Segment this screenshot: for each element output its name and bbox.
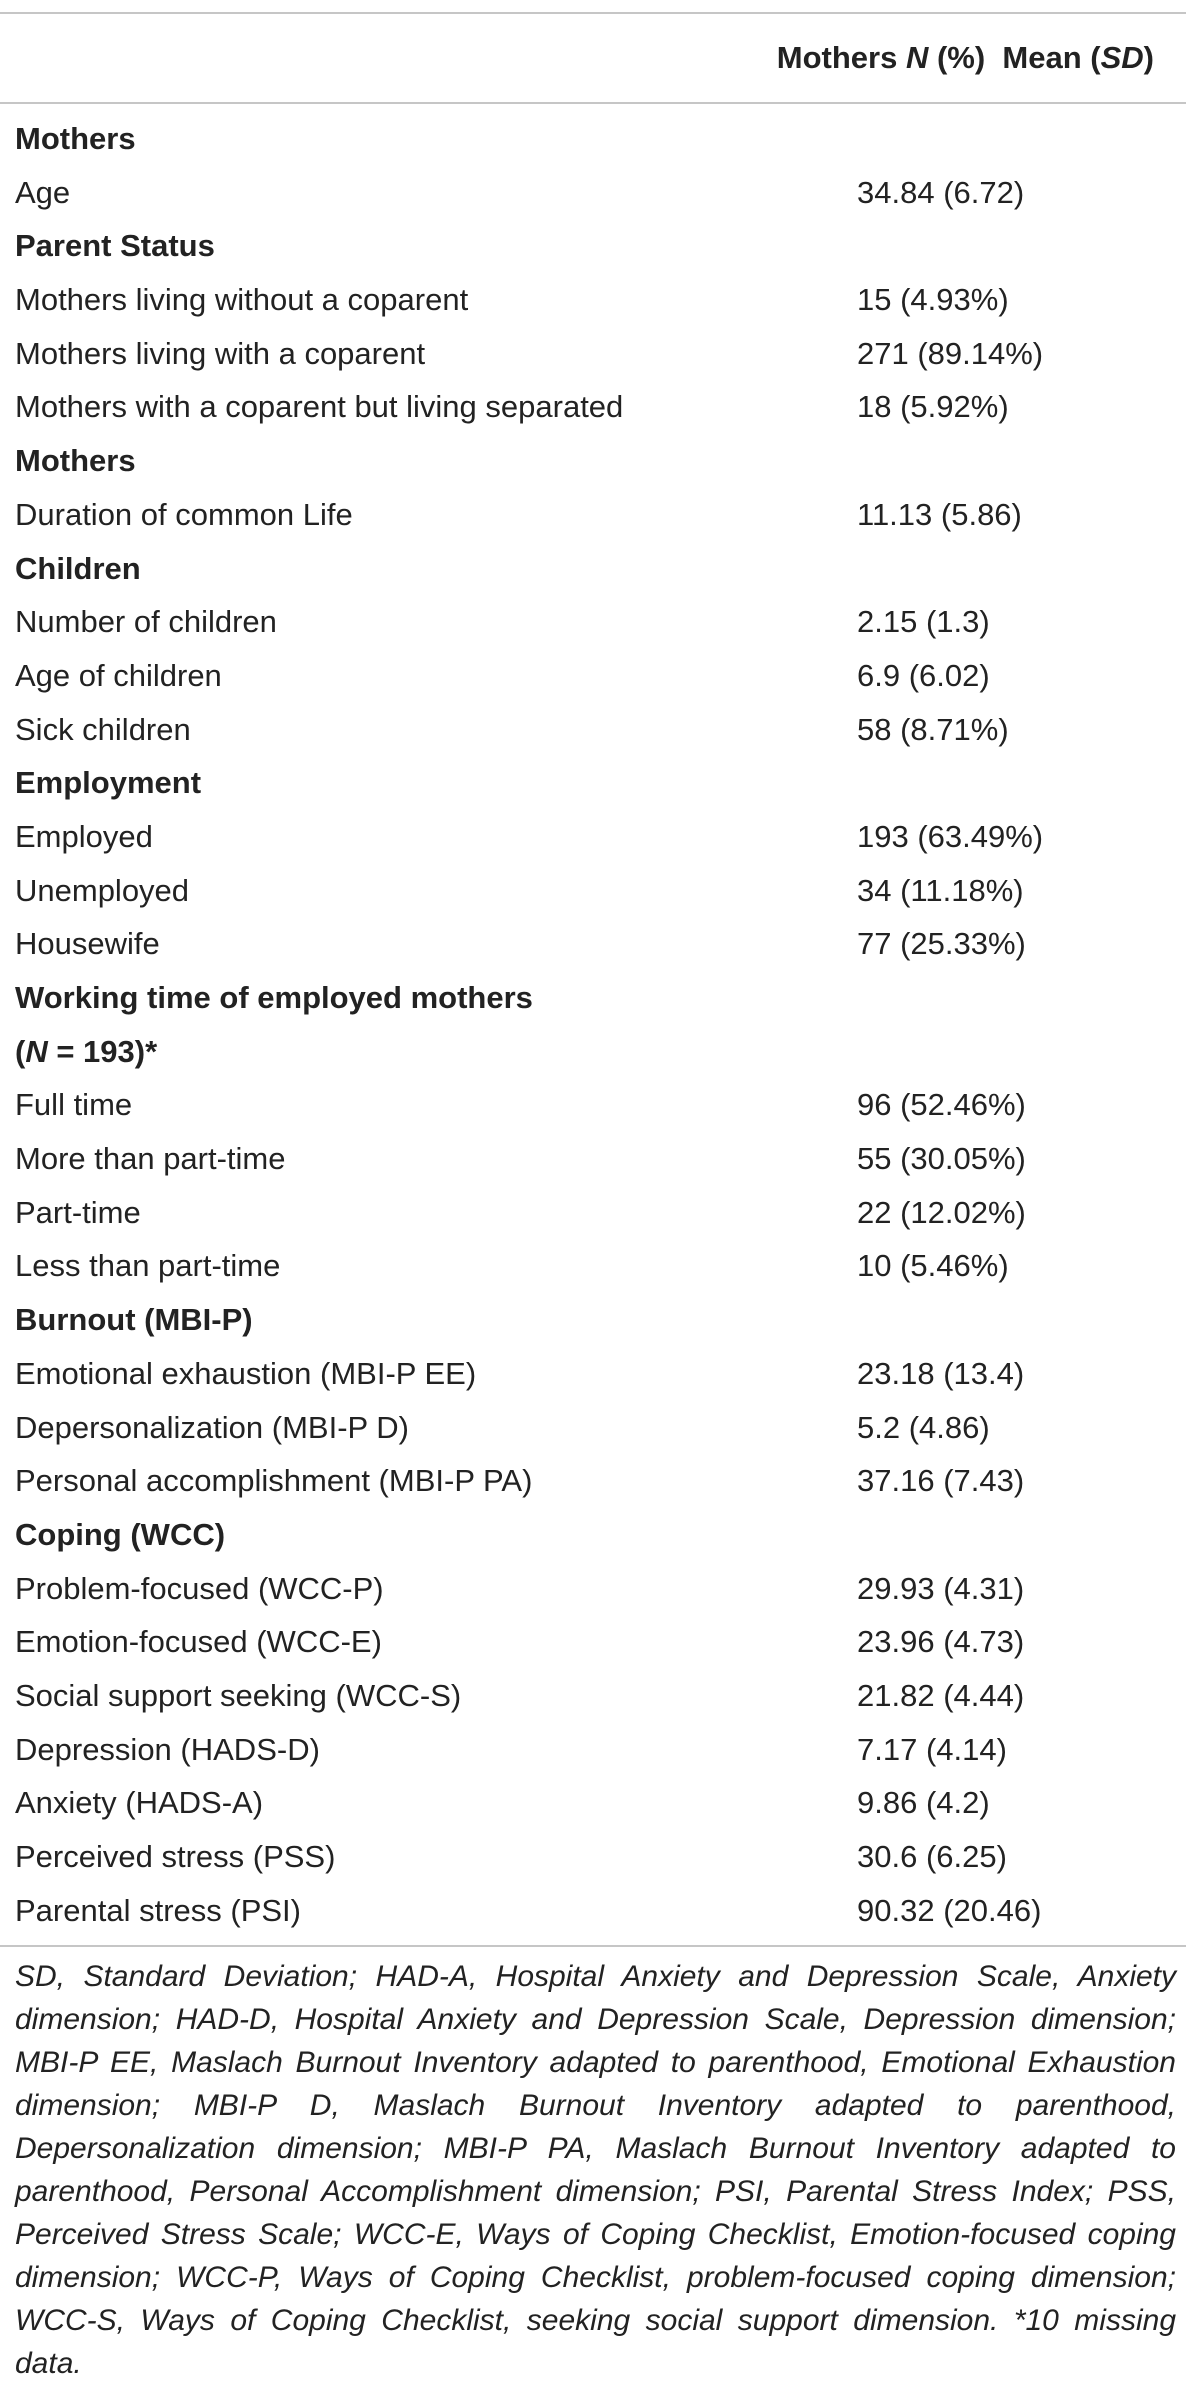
row-label: Personal accomplishment (MBI-P PA): [15, 1463, 533, 1499]
table-row: [0, 327, 1186, 381]
row-value: 9.86 (4.2): [857, 1785, 990, 1821]
table-row: [0, 1723, 1186, 1777]
row-value: 90.32 (20.46): [857, 1892, 1042, 1928]
row-label: Anxiety (HADS-A): [15, 1785, 264, 1821]
row-value: 21.82 (4.44): [857, 1677, 1025, 1713]
row-value: 10 (5.46%): [857, 1248, 1009, 1284]
row-label: Part-time: [15, 1194, 141, 1230]
row-value: 29.93 (4.31): [857, 1570, 1025, 1606]
section-label: [15, 971, 615, 1078]
row-value: 96 (52.46%): [857, 1087, 1026, 1123]
table-row: [0, 1239, 1186, 1293]
section-row: [0, 756, 1186, 810]
row-label: Depersonalization (MBI-P D): [15, 1409, 409, 1445]
row-value: 58 (8.71%): [857, 711, 1009, 747]
row-value: 15 (4.93%): [857, 282, 1009, 318]
section-label-line1: Working time of employed mothers: [15, 980, 533, 1015]
row-label: Emotion-focused (WCC-E): [15, 1624, 382, 1660]
section-label: Coping (WCC): [15, 1516, 226, 1552]
section-row: [0, 112, 1186, 166]
row-value: 18 (5.92%): [857, 389, 1009, 425]
table-header: [0, 14, 1186, 102]
row-label: More than part-time: [15, 1141, 286, 1177]
row-label: Age: [15, 174, 71, 210]
table-row: [0, 488, 1186, 542]
section-label-line2: (N = 193)*: [15, 1033, 158, 1069]
table-row: [0, 166, 1186, 220]
row-label: Sick children: [15, 711, 191, 747]
table-row: [0, 1078, 1186, 1132]
table-footnote: SD, Standard Deviation; HAD-A, Hospital Anxiety and Depression Scale, Anxiety dimension; HAD-D, Hospital Anxiety and Depression Scale, Depression dimension; MBI-P EE, Maslach Burnout Inventory adapted to parenthood, Emotional Exhaustion dimension; MBI-P D, Maslach Burnout Inventory adapted to parenthood, Depersonalization dimension; MBI-P PA, Maslach Burnout Inventory adapted to parenthood, Personal Accomplishment dimension; PSI, Parental Stress Index; PSS, Perceived Stress Scale; WCC-E, Ways of Coping Checklist, Emotion-focused coping dimension; WCC-P, Ways of Coping Checklist, problem-focused coping dimension; WCC-S, Ways of Coping Checklist, seeking social support dimension. *10 missing data.: [15, 1960, 1176, 2381]
row-value: 37.16 (7.43): [857, 1463, 1025, 1499]
section-label: Mothers: [15, 121, 136, 156]
table-row: [0, 1884, 1186, 1938]
table-row: [0, 917, 1186, 971]
table-row: [0, 1401, 1186, 1455]
section-label: Mothers: [15, 443, 136, 479]
table-row: [0, 1562, 1186, 1616]
section-row: [0, 219, 1186, 273]
table-row: [0, 1615, 1186, 1669]
table-row: [0, 1830, 1186, 1884]
table-row: [0, 1132, 1186, 1186]
table-row: [0, 1776, 1186, 1830]
row-label: Less than part-time: [15, 1248, 281, 1284]
row-label: Mothers living without a coparent: [15, 282, 469, 318]
table-row: [0, 1454, 1186, 1508]
table-row: [0, 1186, 1186, 1240]
row-label: Depression (HADS-D): [15, 1731, 320, 1767]
row-label: Emotional exhaustion (MBI-P EE): [15, 1355, 477, 1391]
table-row: [0, 1669, 1186, 1723]
row-label: Social support seeking (WCC-S): [15, 1677, 462, 1713]
row-label: Mothers living with a coparent: [15, 335, 426, 371]
row-value: 34 (11.18%): [857, 872, 1024, 908]
row-value: 5.2 (4.86): [857, 1409, 990, 1445]
row-value: 193 (63.49%): [857, 818, 1044, 854]
section-label: Burnout (MBI-P): [15, 1302, 253, 1338]
row-value: 23.96 (4.73): [857, 1624, 1025, 1660]
section-row: [0, 1508, 1186, 1562]
row-label: Unemployed: [15, 872, 190, 908]
row-value: 2.15 (1.3): [857, 604, 990, 640]
table-row: [0, 649, 1186, 703]
row-value: 55 (30.05%): [857, 1141, 1026, 1177]
row-label: Housewife: [15, 926, 160, 962]
table-body: [0, 112, 1186, 1937]
row-label: Full time: [15, 1087, 133, 1123]
section-label: Parent Status: [15, 228, 215, 264]
section-label: Employment: [15, 765, 202, 801]
row-value: 271 (89.14%): [857, 335, 1044, 371]
row-value: 23.18 (13.4): [857, 1355, 1025, 1391]
row-value: 11.13 (5.86): [857, 496, 1022, 532]
row-label: Problem-focused (WCC-P): [15, 1570, 384, 1606]
row-label: Employed: [15, 818, 153, 854]
table-row: [0, 380, 1186, 434]
row-label: Number of children: [15, 604, 277, 640]
section-row: [0, 1293, 1186, 1347]
section-label: Children: [15, 550, 141, 586]
table-row: [0, 273, 1186, 327]
table-row: [0, 1347, 1186, 1401]
section-row: [0, 542, 1186, 596]
row-label: Parental stress (PSI): [15, 1892, 301, 1928]
section-row: [0, 434, 1186, 488]
row-label: Duration of common Life: [15, 496, 353, 532]
row-value: 30.6 (6.25): [857, 1839, 1007, 1875]
table-row: [0, 810, 1186, 864]
section-row: [0, 971, 1186, 1078]
data-table: [0, 12, 1186, 2385]
row-label: Mothers with a coparent but living separated: [15, 389, 624, 425]
row-label: Perceived stress (PSS): [15, 1839, 336, 1875]
row-value: 22 (12.02%): [857, 1194, 1026, 1230]
row-value: 6.9 (6.02): [857, 657, 990, 693]
table-row: [0, 703, 1186, 757]
table-row: [0, 864, 1186, 918]
table-row: [0, 595, 1186, 649]
row-value: 7.17 (4.14): [857, 1731, 1007, 1767]
row-value: 77 (25.33%): [857, 926, 1026, 962]
row-value: 34.84 (6.72): [857, 174, 1025, 210]
row-label: Age of children: [15, 657, 222, 693]
header-mothers-n-mean-sd: Mothers N (%) Mean (SD): [776, 40, 1154, 75]
